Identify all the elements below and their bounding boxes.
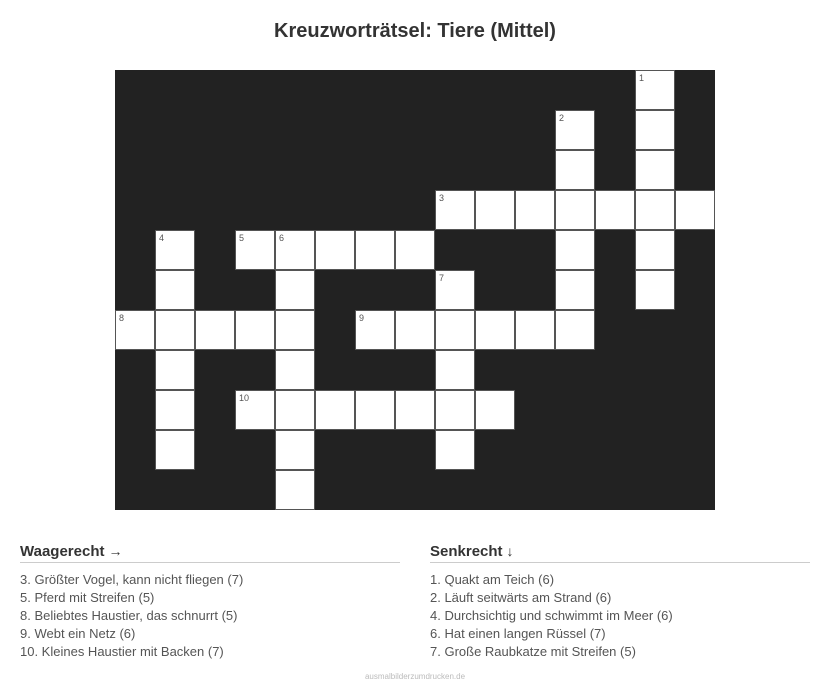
crossword-cell[interactable] [275, 470, 315, 510]
clue-number: 6 [279, 233, 285, 243]
crossword-cell[interactable] [355, 230, 395, 270]
page-title: Kreuzworträtsel: Tiere (Mittel) [274, 20, 556, 42]
crossword-cell[interactable] [235, 390, 275, 430]
clue-number: 10 [239, 393, 250, 403]
crossword-cell[interactable] [275, 430, 315, 470]
across-clue: 8. Beliebtes Haustier, das schnurrt (5) [20, 608, 238, 623]
crossword-cell[interactable] [115, 310, 155, 350]
crossword-cell[interactable] [355, 390, 395, 430]
crossword-cell[interactable] [635, 110, 675, 150]
crossword-cell[interactable] [555, 150, 595, 190]
arrow-right-icon: → [108, 543, 123, 559]
crossword-cell[interactable] [555, 230, 595, 270]
crossword-cell[interactable] [435, 310, 475, 350]
crossword-cell[interactable] [155, 270, 195, 310]
across-clues-section [20, 542, 400, 661]
crossword-cell[interactable] [635, 190, 675, 230]
clue-number: 5 [239, 233, 245, 243]
crossword-cell[interactable] [275, 390, 315, 430]
crossword-cell[interactable] [395, 230, 435, 270]
down-clue: 1. Quakt am Teich (6) [430, 572, 555, 587]
crossword-cell[interactable] [555, 190, 595, 230]
crossword-cell[interactable] [155, 430, 195, 470]
down-heading [430, 542, 810, 563]
crossword-cell[interactable] [515, 310, 555, 350]
crossword-cell[interactable] [395, 390, 435, 430]
across-clue: 3. Größter Vogel, kann nicht fliegen (7) [20, 572, 244, 587]
clue-number: 9 [359, 313, 365, 323]
across-clue: 9. Webt ein Netz (6) [20, 626, 136, 641]
down-clue: 6. Hat einen langen Rüssel (7) [430, 626, 606, 641]
crossword-cell[interactable] [275, 310, 315, 350]
crossword-cell[interactable] [475, 310, 515, 350]
clue-number: 7 [439, 273, 445, 283]
footer-credit: ausmalbilderzumdrucken.de [364, 672, 466, 681]
crossword-cell[interactable] [675, 190, 715, 230]
crossword-cell[interactable] [515, 190, 555, 230]
crossword-cell[interactable] [395, 310, 435, 350]
crossword-cell[interactable] [555, 270, 595, 310]
crossword-grid-background [115, 70, 715, 510]
crossword-cell[interactable] [435, 270, 475, 310]
crossword-cell[interactable] [195, 310, 235, 350]
crossword-cell[interactable] [475, 190, 515, 230]
across-clue: 5. Pferd mit Streifen (5) [20, 590, 155, 605]
across-heading-label: Waagerecht [20, 543, 105, 560]
crossword-cell[interactable] [155, 310, 195, 350]
down-clues-section [430, 542, 810, 661]
down-heading-label: Senkrecht [430, 543, 503, 560]
crossword-cell[interactable] [635, 70, 675, 110]
crossword-cell[interactable] [595, 190, 635, 230]
crossword-cell[interactable] [635, 230, 675, 270]
crossword-cell[interactable] [435, 430, 475, 470]
crossword-cell[interactable] [235, 310, 275, 350]
crossword-cell[interactable] [555, 310, 595, 350]
crossword-cell[interactable] [435, 190, 475, 230]
crossword-cell[interactable] [435, 350, 475, 390]
crossword-cell[interactable] [475, 390, 515, 430]
down-clue: 4. Durchsichtig und schwimmt im Meer (6) [430, 608, 673, 623]
crossword-cell[interactable] [275, 350, 315, 390]
clue-number: 3 [439, 193, 445, 203]
clue-number: 2 [559, 113, 565, 123]
across-heading [20, 542, 400, 563]
crossword-cell[interactable] [555, 110, 595, 150]
across-clue: 10. Kleines Haustier mit Backen (7) [20, 644, 224, 659]
crossword-cell[interactable] [155, 350, 195, 390]
down-clue-list [430, 571, 810, 661]
down-clue: 7. Große Raubkatze mit Streifen (5) [430, 644, 636, 659]
crossword-cell[interactable] [355, 310, 395, 350]
crossword-cell[interactable] [635, 150, 675, 190]
crossword-cell[interactable] [635, 270, 675, 310]
crossword-cell[interactable] [275, 270, 315, 310]
crossword-cell[interactable] [155, 390, 195, 430]
crossword-cell[interactable] [315, 390, 355, 430]
across-clue-list [20, 571, 400, 661]
arrow-down-icon: ↓ [506, 543, 514, 559]
down-clue: 2. Läuft seitwärts am Strand (6) [430, 590, 612, 605]
clue-number: 8 [119, 313, 125, 323]
crossword-cell[interactable] [275, 230, 315, 270]
crossword-cell[interactable] [315, 230, 355, 270]
crossword-cell[interactable] [235, 230, 275, 270]
crossword-cell[interactable] [155, 230, 195, 270]
crossword-cell[interactable] [435, 390, 475, 430]
clue-number: 1 [639, 73, 645, 83]
clue-number: 4 [159, 233, 165, 243]
